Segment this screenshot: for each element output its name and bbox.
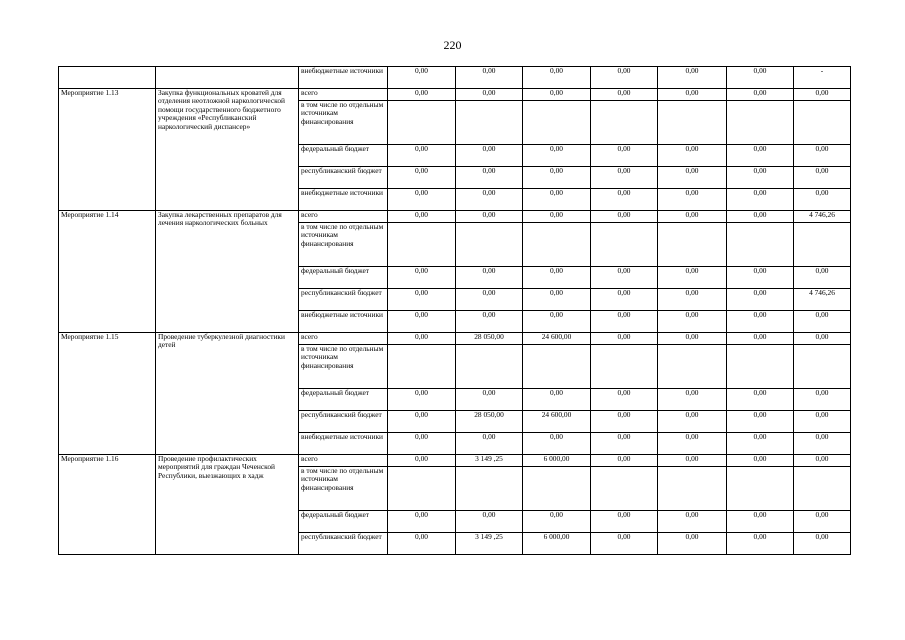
value-cell: 0,00 <box>658 311 727 333</box>
value-cell <box>658 345 727 389</box>
value-cell: 0,00 <box>456 189 523 211</box>
value-cell: 0,00 <box>456 145 523 167</box>
value-cell <box>523 345 591 389</box>
value-cell: 0,00 <box>658 145 727 167</box>
value-cell: 0,00 <box>658 189 727 211</box>
value-cell <box>794 223 851 267</box>
source-cell: в том числе по отдельным источникам финансирования <box>299 101 388 145</box>
measure-title-cell: Закупка лекарственных препаратов для лечения наркологических больных <box>156 211 299 333</box>
value-cell: 0,00 <box>388 145 456 167</box>
value-cell: 0,00 <box>388 89 456 101</box>
value-cell: 0,00 <box>456 511 523 533</box>
value-cell <box>658 101 727 145</box>
value-cell: 0,00 <box>456 167 523 189</box>
value-cell: 0,00 <box>794 311 851 333</box>
value-cell: 3 149 ,25 <box>456 455 523 467</box>
value-cell: 0,00 <box>658 211 727 223</box>
measure-id-cell: Мероприятие 1.13 <box>59 89 156 211</box>
value-cell: 0,00 <box>658 433 727 455</box>
table-row <box>59 89 851 101</box>
measure-title-cell <box>156 67 299 89</box>
value-cell <box>591 223 658 267</box>
value-cell: 0,00 <box>727 389 794 411</box>
value-cell: 0,00 <box>794 189 851 211</box>
value-cell: 0,00 <box>591 189 658 211</box>
table-row <box>59 67 851 89</box>
measure-title-cell: Проведение туберкулезной диагностики детей <box>156 333 299 455</box>
value-cell: 28 050,00 <box>456 333 523 345</box>
value-cell: 0,00 <box>523 511 591 533</box>
value-cell <box>727 101 794 145</box>
table-body <box>59 67 851 555</box>
value-cell: 0,00 <box>658 389 727 411</box>
value-cell: 0,00 <box>523 289 591 311</box>
value-cell <box>523 467 591 511</box>
value-cell: 0,00 <box>727 311 794 333</box>
value-cell: 0,00 <box>591 333 658 345</box>
source-cell: в том числе по отдельным источникам финансирования <box>299 467 388 511</box>
value-cell: 6 000,00 <box>523 455 591 467</box>
source-cell: в том числе по отдельным источникам финансирования <box>299 345 388 389</box>
value-cell: 0,00 <box>456 311 523 333</box>
value-cell: 0,00 <box>794 145 851 167</box>
value-cell: 0,00 <box>727 145 794 167</box>
value-cell: 0,00 <box>388 311 456 333</box>
source-cell: федеральный бюджет <box>299 267 388 289</box>
value-cell <box>456 223 523 267</box>
value-cell <box>456 467 523 511</box>
value-cell <box>794 345 851 389</box>
value-cell <box>523 223 591 267</box>
value-cell: 0,00 <box>727 433 794 455</box>
value-cell <box>591 101 658 145</box>
value-cell: 0,00 <box>591 89 658 101</box>
value-cell: 0,00 <box>456 211 523 223</box>
value-cell: 0,00 <box>727 289 794 311</box>
value-cell: 0,00 <box>388 67 456 89</box>
measure-title-cell: Проведение профилактических мероприятий для граждан Чеченской Республики, выезжающих в хадж <box>156 455 299 555</box>
value-cell: 0,00 <box>388 167 456 189</box>
value-cell: 0,00 <box>658 289 727 311</box>
source-cell: внебюджетные источники <box>299 189 388 211</box>
value-cell: 0,00 <box>523 67 591 89</box>
value-cell: 0,00 <box>794 411 851 433</box>
value-cell: 0,00 <box>456 289 523 311</box>
value-cell: 0,00 <box>591 267 658 289</box>
value-cell: 0,00 <box>727 89 794 101</box>
value-cell: 0,00 <box>591 511 658 533</box>
source-cell: республиканский бюджет <box>299 167 388 189</box>
source-cell: республиканский бюджет <box>299 533 388 555</box>
value-cell: 0,00 <box>658 333 727 345</box>
value-cell: 0,00 <box>456 433 523 455</box>
value-cell <box>727 223 794 267</box>
value-cell: 0,00 <box>658 167 727 189</box>
value-cell: 24 600,00 <box>523 411 591 433</box>
value-cell: 0,00 <box>591 433 658 455</box>
value-cell: 0,00 <box>794 511 851 533</box>
value-cell: 0,00 <box>456 267 523 289</box>
value-cell: 0,00 <box>591 455 658 467</box>
value-cell: 0,00 <box>523 311 591 333</box>
value-cell: 0,00 <box>388 433 456 455</box>
value-cell: 0,00 <box>523 433 591 455</box>
page-number: 220 <box>443 38 462 52</box>
value-cell: 0,00 <box>523 145 591 167</box>
value-cell: 0,00 <box>658 267 727 289</box>
value-cell: 0,00 <box>794 455 851 467</box>
source-cell: всего <box>299 455 388 467</box>
value-cell <box>794 101 851 145</box>
value-cell: 0,00 <box>794 533 851 555</box>
value-cell: 0,00 <box>388 533 456 555</box>
value-cell <box>727 345 794 389</box>
value-cell: 0,00 <box>388 389 456 411</box>
value-cell: 0,00 <box>523 267 591 289</box>
value-cell: 0,00 <box>591 311 658 333</box>
value-cell: 0,00 <box>523 189 591 211</box>
value-cell <box>794 467 851 511</box>
source-cell: всего <box>299 333 388 345</box>
value-cell: 0,00 <box>658 533 727 555</box>
value-cell: 3 149 ,25 <box>456 533 523 555</box>
value-cell: 0,00 <box>591 167 658 189</box>
source-cell: всего <box>299 211 388 223</box>
value-cell: 0,00 <box>523 167 591 189</box>
value-cell: 0,00 <box>727 167 794 189</box>
value-cell: 0,00 <box>523 211 591 223</box>
value-cell: 0,00 <box>523 89 591 101</box>
source-cell: федеральный бюджет <box>299 389 388 411</box>
value-cell: 0,00 <box>591 67 658 89</box>
value-cell: 0,00 <box>727 267 794 289</box>
value-cell: 0,00 <box>388 267 456 289</box>
value-cell: 0,00 <box>388 211 456 223</box>
value-cell: 0,00 <box>388 189 456 211</box>
measure-title-cell: Закупка функциональных кроватей для отделения неотложной наркологической помощи государственного бюджетного учреждения «Республиканский наркологический диспансер» <box>156 89 299 211</box>
value-cell: 0,00 <box>591 289 658 311</box>
value-cell: 0,00 <box>591 411 658 433</box>
value-cell: 0,00 <box>727 333 794 345</box>
value-cell: 0,00 <box>456 67 523 89</box>
source-cell: внебюджетные источники <box>299 67 388 89</box>
value-cell: 0,00 <box>388 455 456 467</box>
table-row <box>59 455 851 467</box>
table-row <box>59 333 851 345</box>
value-cell: 4 746,26 <box>794 289 851 311</box>
value-cell: 0,00 <box>591 145 658 167</box>
value-cell <box>388 467 456 511</box>
value-cell <box>388 345 456 389</box>
value-cell: 0,00 <box>388 333 456 345</box>
value-cell: 0,00 <box>658 89 727 101</box>
source-cell: республиканский бюджет <box>299 289 388 311</box>
value-cell <box>591 467 658 511</box>
value-cell: 0,00 <box>727 455 794 467</box>
value-cell: 0,00 <box>794 433 851 455</box>
source-cell: всего <box>299 89 388 101</box>
value-cell: 0,00 <box>727 67 794 89</box>
value-cell: 0,00 <box>794 267 851 289</box>
measure-id-cell <box>59 67 156 89</box>
value-cell: 0,00 <box>388 289 456 311</box>
value-cell: 0,00 <box>658 67 727 89</box>
value-cell: 0,00 <box>591 389 658 411</box>
value-cell: 0,00 <box>456 389 523 411</box>
value-cell: 0,00 <box>727 411 794 433</box>
value-cell: 24 600,00 <box>523 333 591 345</box>
measure-id-cell: Мероприятие 1.15 <box>59 333 156 455</box>
value-cell: 28 050,00 <box>456 411 523 433</box>
value-cell <box>658 223 727 267</box>
value-cell <box>658 467 727 511</box>
value-cell: 0,00 <box>456 89 523 101</box>
measure-id-cell: Мероприятие 1.14 <box>59 211 156 333</box>
value-cell <box>456 101 523 145</box>
value-cell: - <box>794 67 851 89</box>
value-cell <box>388 101 456 145</box>
value-cell: 0,00 <box>794 333 851 345</box>
value-cell: 0,00 <box>591 533 658 555</box>
source-cell: федеральный бюджет <box>299 511 388 533</box>
value-cell <box>523 101 591 145</box>
source-cell: внебюджетные источники <box>299 311 388 333</box>
budget-table <box>58 66 851 555</box>
value-cell: 0,00 <box>658 411 727 433</box>
table-row <box>59 211 851 223</box>
value-cell: 0,00 <box>591 211 658 223</box>
value-cell: 0,00 <box>727 211 794 223</box>
value-cell: 0,00 <box>794 389 851 411</box>
value-cell <box>388 223 456 267</box>
source-cell: в том числе по отдельным источникам финансирования <box>299 223 388 267</box>
value-cell: 0,00 <box>794 167 851 189</box>
value-cell: 4 746,26 <box>794 211 851 223</box>
value-cell: 0,00 <box>727 189 794 211</box>
source-cell: федеральный бюджет <box>299 145 388 167</box>
value-cell: 0,00 <box>658 455 727 467</box>
value-cell: 0,00 <box>727 533 794 555</box>
value-cell <box>591 345 658 389</box>
value-cell: 0,00 <box>523 389 591 411</box>
measure-id-cell: Мероприятие 1.16 <box>59 455 156 555</box>
value-cell <box>727 467 794 511</box>
value-cell: 6 000,00 <box>523 533 591 555</box>
source-cell: республиканский бюджет <box>299 411 388 433</box>
value-cell: 0,00 <box>794 89 851 101</box>
value-cell: 0,00 <box>388 511 456 533</box>
value-cell: 0,00 <box>658 511 727 533</box>
value-cell: 0,00 <box>388 411 456 433</box>
value-cell: 0,00 <box>727 511 794 533</box>
source-cell: внебюджетные источники <box>299 433 388 455</box>
value-cell <box>456 345 523 389</box>
